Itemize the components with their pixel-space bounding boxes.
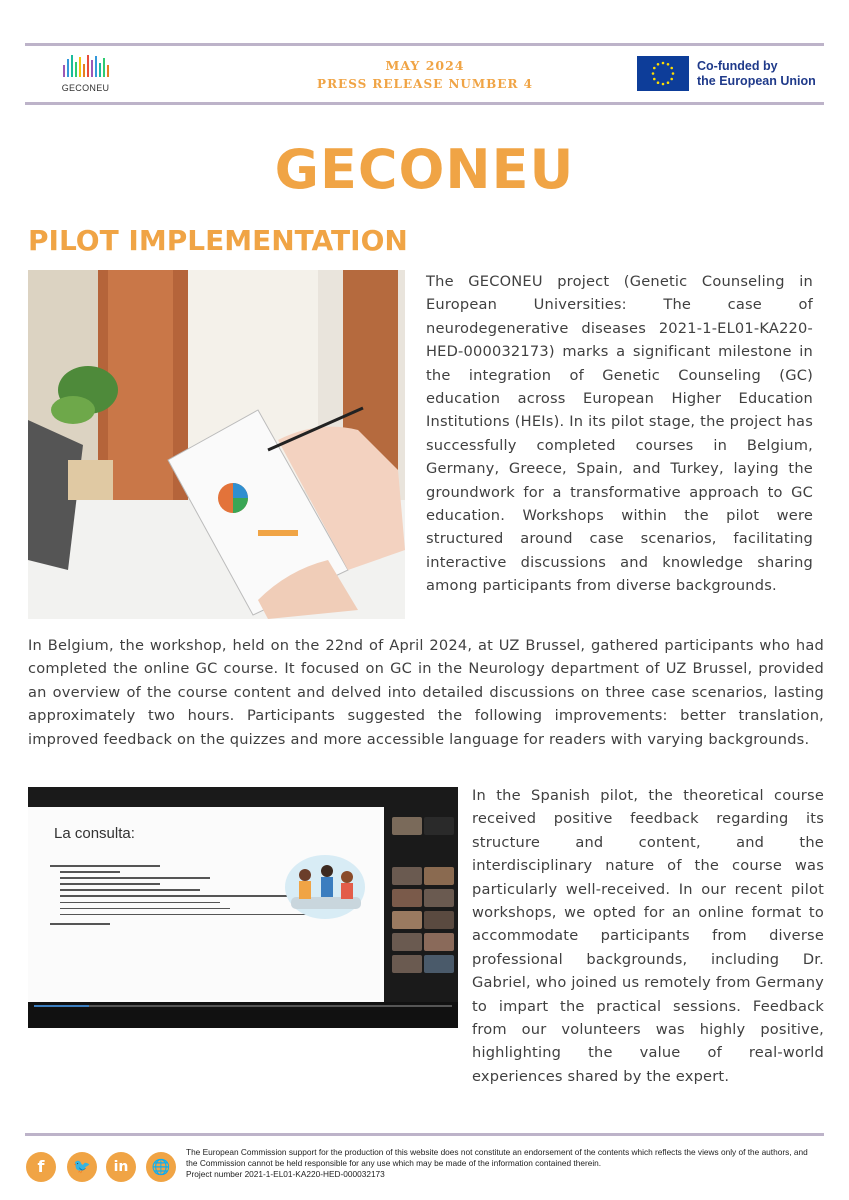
video-controls xyxy=(28,1002,458,1028)
spain-paragraph: In the Spanish pilot, the theoretical course received positive feedback regarding its structure and content, and the interdisciplinary nature of the course was particularly well-received. In our recent pilot workshops, we opted for an online format to accommodate participants from diverse professional backgrounds, including Dr. Gabriel, who joined us remotely from Germany to impart the practical sessions. Feedback from our volunteers was highly positive, highlighting the value of real-world experiences shared by the expert. xyxy=(472,787,824,1085)
project-number: Project number 2021-1-EL01-KA220-HED-000032173 xyxy=(186,1169,385,1179)
header-bottom-rule xyxy=(25,102,824,105)
release-date: MAY 2024 xyxy=(385,58,465,73)
linkedin-icon[interactable]: in xyxy=(106,1152,136,1182)
top-rule xyxy=(25,43,824,46)
slide-title: La consulta: xyxy=(54,825,135,842)
presentation-slide xyxy=(28,807,384,1002)
participant-video-grid xyxy=(388,807,458,1002)
section-title: PILOT IMPLEMENTATION xyxy=(28,224,408,257)
footer-rule xyxy=(25,1133,824,1136)
online-workshop-screenshot xyxy=(28,787,458,1028)
geconeu-logo xyxy=(58,55,113,95)
eu-line-2: the European Union xyxy=(697,74,816,88)
page-title: GECONEU xyxy=(274,138,575,201)
twitter-icon[interactable]: 🐦 xyxy=(67,1152,97,1182)
slide-bullets xyxy=(50,865,310,929)
eu-line-1: Co-funded by xyxy=(697,59,778,73)
eu-cofunded-label xyxy=(697,59,816,89)
belgium-paragraph: In Belgium, the workshop, held on the 22nd of April 2024, at UZ Brussel, gathered participants who had completed the online GC course. It focused on GC in the Neurology department of UZ Brussel, provided an overview of the course content and delved into detailed discussions on three case scenarios, lasting approximately two hours. Participants suggested the following improvements: better translation, improved feedback on the quizzes and more accessible language for readers with varying backgrounds. xyxy=(28,637,824,748)
family-illustration-icon xyxy=(283,847,368,922)
workshop-photo xyxy=(28,270,405,619)
eu-flag-icon xyxy=(637,56,689,91)
dna-bars-icon xyxy=(58,55,113,77)
release-number: PRESS RELEASE NUMBER 4 xyxy=(317,77,533,91)
disclaimer-text: The European Commission support for the production of this website does not constitute an endorsement of the contents which reflects the views only of the authors, and the Commission cannot be held responsible for any use which may be made of the information contained therein. xyxy=(186,1147,808,1168)
facebook-icon[interactable]: f xyxy=(26,1152,56,1182)
footer-disclaimer xyxy=(186,1147,816,1180)
globe-icon[interactable]: 🌐 xyxy=(146,1152,176,1182)
logo-label: GECONEU xyxy=(61,83,110,93)
intro-paragraph: The GECONEU project (Genetic Counseling in European Universities: The case of neurodegenerative diseases 2021-1-EL01-KA220-HED-000032173) marks a significant milestone in the integration of Genetic Counseling (GC) education across European Higher Education Institutions (HEIs). In its pilot stage, the project has successfully completed courses in Belgium, Germany, Greece, Spain, and Turkey, laying the groundwork for a transformative approach to GC education. Workshops within the pilot were structured around case scenarios, facilitating interactive discussions and knowledge sharing among participants from diverse backgrounds. xyxy=(426,273,813,595)
